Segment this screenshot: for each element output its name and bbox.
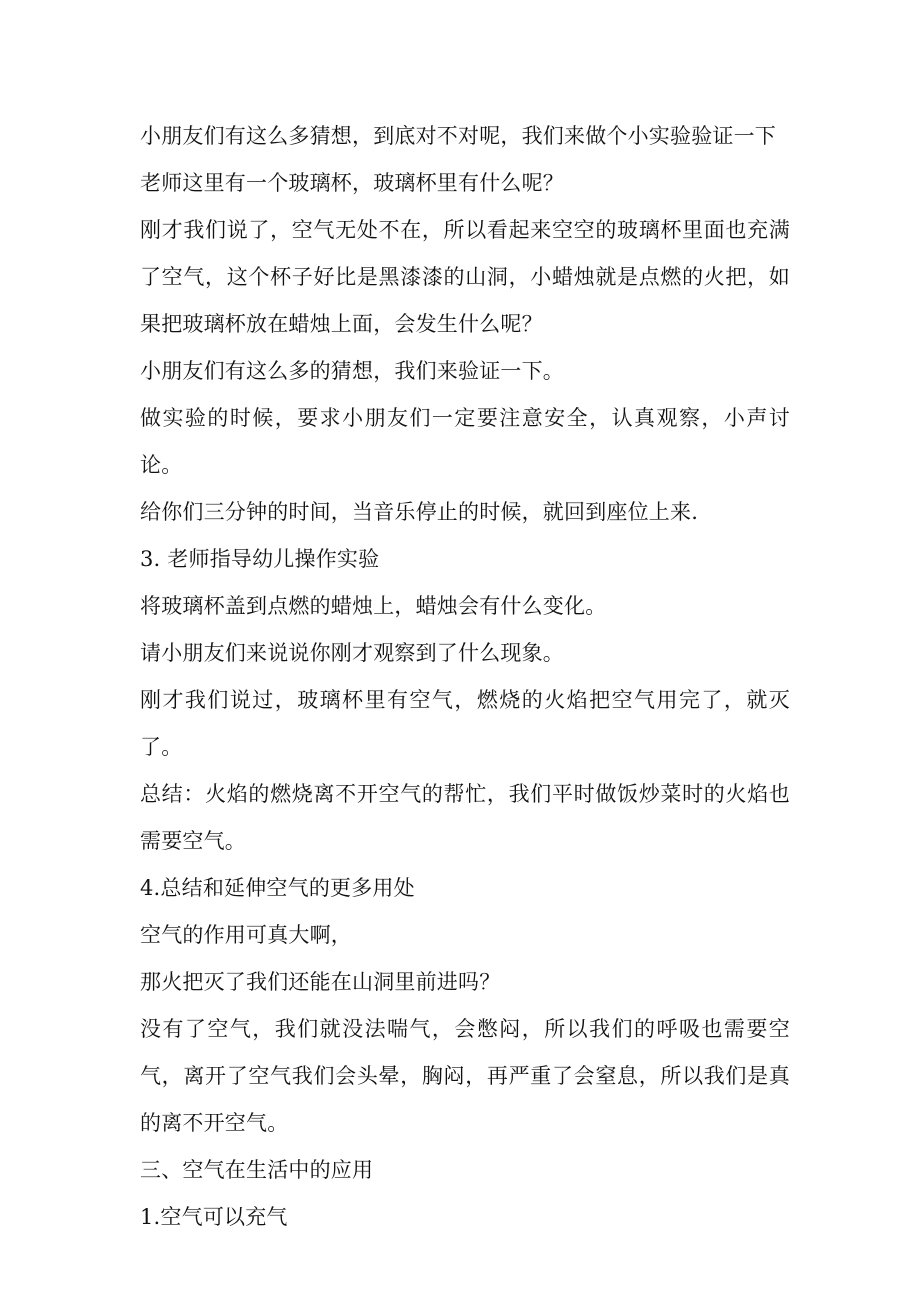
paragraph-air-everywhere: 刚才我们说了，空气无处不在，所以看起来空空的玻璃杯里面也充满了空气，这个杯子好比是黑漆漆的山洞，小蜡烛就是点燃的火把，如果把玻璃杯放在蜡烛上面，会发生什么呢？ [140, 218, 790, 336]
paragraph-torch-question: 那火把灭了我们还能在山洞里前进吗？ [140, 970, 501, 994]
section-heading-guided-experiment: 3. 老师指导幼儿操作实验 [140, 547, 380, 571]
paragraph-safety: 做实验的时候，要求小朋友们一定要注意安全，认真观察，小声讨论。 [140, 406, 790, 477]
document-body [140, 113, 790, 1241]
paragraph-air-use: 空气的作用可真大啊， [140, 923, 352, 947]
paragraph-summary: 总结：火焰的燃烧离不开空气的帮忙，我们平时做饭炒菜时的火焰也需要空气。 [140, 782, 790, 853]
paragraph-verify: 小朋友们有这么多的猜想，我们来验证一下。 [140, 359, 564, 383]
paragraph-glass-question: 老师这里有一个玻璃杯，玻璃杯里有什么呢？ [140, 171, 564, 195]
paragraph-three-minutes: 给你们三分钟的时间，当音乐停止的时候，就回到座位上来. [140, 500, 699, 524]
subsection-heading-inflation: 1.空气可以充气 [140, 1205, 288, 1229]
paragraph-observe: 请小朋友们来说说你刚才观察到了什么现象。 [140, 641, 564, 665]
paragraph-cover-candle: 将玻璃杯盖到点燃的蜡烛上，蜡烛会有什么变化。 [140, 594, 607, 618]
paragraph-flame-out: 刚才我们说过，玻璃杯里有空气，燃烧的火焰把空气用完了，就灭了。 [140, 688, 790, 759]
section-heading-life-application: 三、空气在生活中的应用 [140, 1158, 374, 1182]
paragraph-breathing: 没有了空气，我们就没法喘气，会憋闷，所以我们的呼吸也需要空气，离开了空气我们会头晕，胸闷，再严重了会窒息，所以我们是真的离不开空气。 [140, 1017, 790, 1135]
section-heading-summary-extension: 4.总结和延伸空气的更多用处 [140, 876, 415, 900]
paragraph-experiment-intro: 小朋友们有这么多猜想，到底对不对呢，我们来做个小实验验证一下 [140, 124, 776, 148]
